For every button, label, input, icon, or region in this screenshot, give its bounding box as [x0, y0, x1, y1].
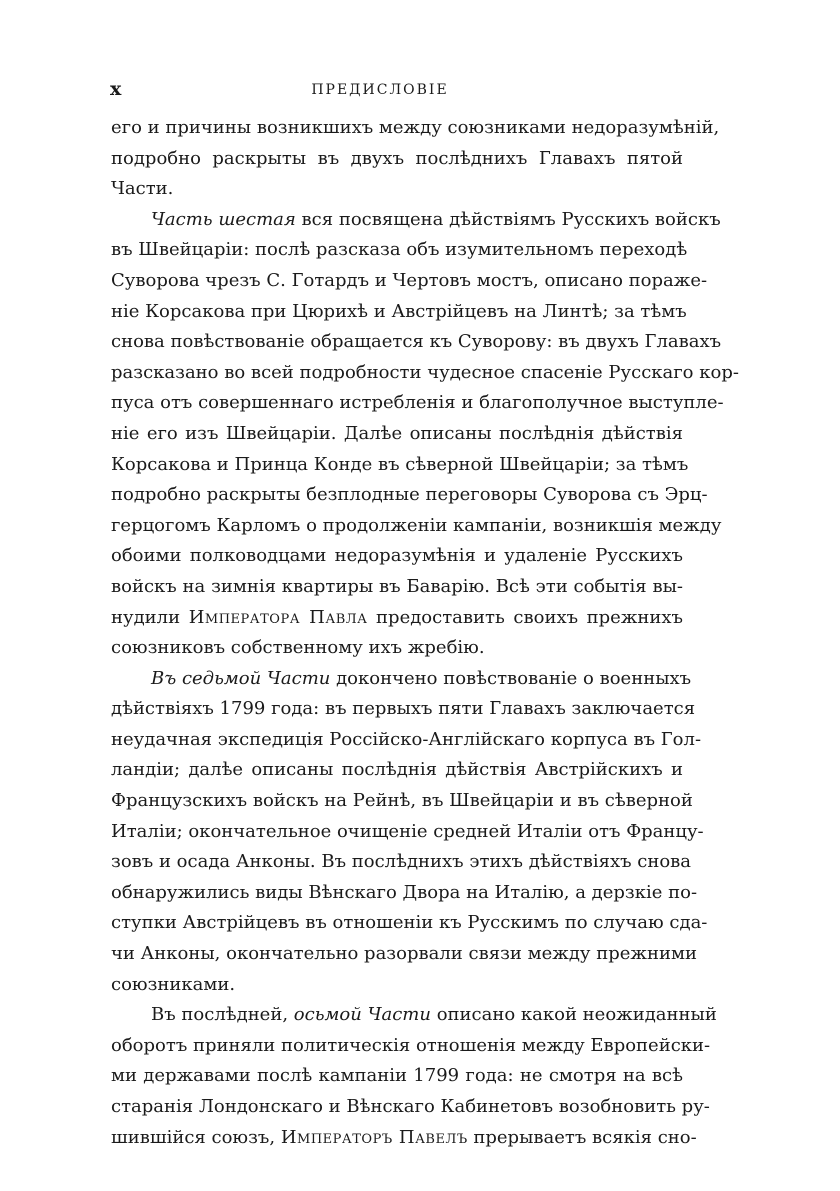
text-line [111, 205, 721, 236]
text-segment: обнаружились виды Вѣнскаго Двора на Италію, а дерзкіе по- [111, 881, 698, 903]
text-segment: чи Анконы, окончательно разорвали связи между прежними [111, 943, 697, 965]
text-line [111, 664, 692, 695]
text-segment: нудили [111, 606, 189, 628]
text-segment: зовъ и осада Анконы. Въ послѣднихъ этихъ дѣйствіяхъ снова [111, 851, 692, 873]
text-line [111, 694, 696, 725]
text-segment: ми державами послѣ кампаніи 1799 года: не смотря на всѣ [111, 1065, 683, 1087]
text-segment: обоими полководцами недоразумѣнія и удаленіе Русскихъ [111, 545, 683, 567]
text-line [111, 174, 683, 205]
text-segment: разсказано во всей подробности чудесное спасеніе Русскаго кор- [111, 361, 739, 383]
text-line [111, 144, 683, 175]
text-line [111, 970, 683, 1001]
text-segment: ніе его изъ Швейцаріи. Далѣе описаны послѣднія дѣйствія [111, 422, 683, 444]
text-line [111, 113, 720, 144]
text-line [111, 1092, 710, 1123]
text-line [111, 419, 683, 450]
text-line [111, 939, 697, 970]
text-segment: оборотъ приняли политическія отношенія между Европейски- [111, 1034, 711, 1056]
text-segment: Въ послѣдней, [151, 1004, 294, 1026]
text-line [111, 235, 688, 266]
text-line [111, 847, 692, 878]
text-line [111, 1061, 683, 1092]
text-line [111, 817, 704, 848]
text-segment: вся посвящена дѣйствіямъ Русскихъ войскъ [295, 208, 721, 230]
text-line [111, 725, 702, 756]
text-line [111, 1031, 711, 1062]
text-segment: ландіи; далѣе описаны послѣднія дѣйствія Австрійскихъ и [111, 759, 683, 781]
text-segment: Французскихъ войскъ на Рейнѣ, въ Швейцаріи и въ сѣверной [111, 790, 693, 812]
italic-part-title: Часть шестая [151, 208, 296, 230]
text-line [111, 755, 683, 786]
text-segment: подробно раскрыты въ двухъ послѣднихъ Главахъ пятой [111, 147, 683, 169]
text-line [111, 511, 722, 542]
text-segment: ніе Корсакова при Цюрихѣ и Австрійцевъ на Линтѣ; за тѣмъ [111, 300, 687, 322]
text-line [111, 633, 683, 664]
smallcaps-name: Императора Павла [188, 606, 368, 628]
text-line [111, 908, 708, 939]
text-segment: въ Швейцаріи: послѣ разсказа объ изумительномъ переходѣ [111, 239, 688, 261]
text-segment: описано какой неожиданный [430, 1004, 717, 1026]
text-segment: войскъ на зимнія квартиры въ Баварію. Всѣ эти событія вы- [111, 575, 683, 597]
text-segment: прерываетъ всякія сно- [467, 1126, 697, 1148]
text-segment: подробно раскрыты безплодные переговоры Суворова съ Эрц- [111, 484, 708, 506]
text-segment: старанія Лондонскаго и Вѣнскаго Кабинетовъ возобновить ру- [111, 1096, 710, 1117]
text-line [111, 297, 687, 328]
text-segment: ступки Австрійцевъ въ отношеніи къ Русскимъ по случаю сда- [111, 912, 708, 934]
text-segment: Корсакова и Принца Конде въ сѣверной Швейцаріи; за тѣмъ [111, 453, 689, 475]
text-segment: союзниковъ собственному ихъ жребію. [111, 637, 485, 659]
italic-part-title: Въ седьмой Части [151, 667, 331, 689]
text-line [111, 1000, 717, 1031]
text-line [111, 603, 683, 634]
running-head: ПРЕДИСЛОВІЕ [311, 82, 449, 98]
text-segment: шившійся союзъ, [111, 1126, 281, 1148]
page-number: x [110, 78, 122, 100]
text-segment: герцогомъ Карломъ о продолженіи кампаніи, возникшія между [111, 514, 722, 536]
text-segment: Италіи; окончательное очищеніе средней Италіи отъ Францу- [111, 820, 704, 842]
text-segment: предоставить своихъ прежнихъ [367, 606, 683, 628]
text-segment: его и причины возникшихъ между союзниками недоразумѣній, [111, 117, 720, 138]
text-line [111, 878, 698, 909]
text-line [111, 388, 724, 419]
text-segment: снова повѣствованіе обращается къ Суворову: въ двухъ Главахъ [111, 331, 722, 353]
text-segment: Части. [111, 178, 174, 200]
text-segment: Суворова чрезъ С. Готардъ и Чертовъ мостъ, описано пораже- [111, 269, 708, 291]
smallcaps-name: Императоръ Павелъ [280, 1126, 468, 1148]
text-line [111, 786, 693, 817]
text-line [111, 572, 683, 603]
text-segment: союзниками. [111, 973, 236, 995]
body-text [111, 113, 739, 1153]
text-line [111, 450, 689, 481]
text-line [111, 1123, 697, 1154]
text-line [111, 266, 708, 297]
text-line [111, 480, 708, 511]
text-line [111, 541, 683, 572]
italic-part-title: осьмой Части [293, 1004, 431, 1026]
text-segment: докончено повѣствованіе о военныхъ [330, 667, 692, 689]
text-segment: неудачная экспедиція Россійско-Англійскаго корпуса въ Гол- [111, 728, 702, 750]
text-segment: дѣйствіяхъ 1799 года: въ первыхъ пяти Главахъ заключается [111, 698, 696, 720]
text-line [111, 358, 739, 389]
text-segment: пуса отъ совершеннаго истребленія и благополучное выступле- [111, 392, 724, 414]
text-line [111, 327, 722, 358]
